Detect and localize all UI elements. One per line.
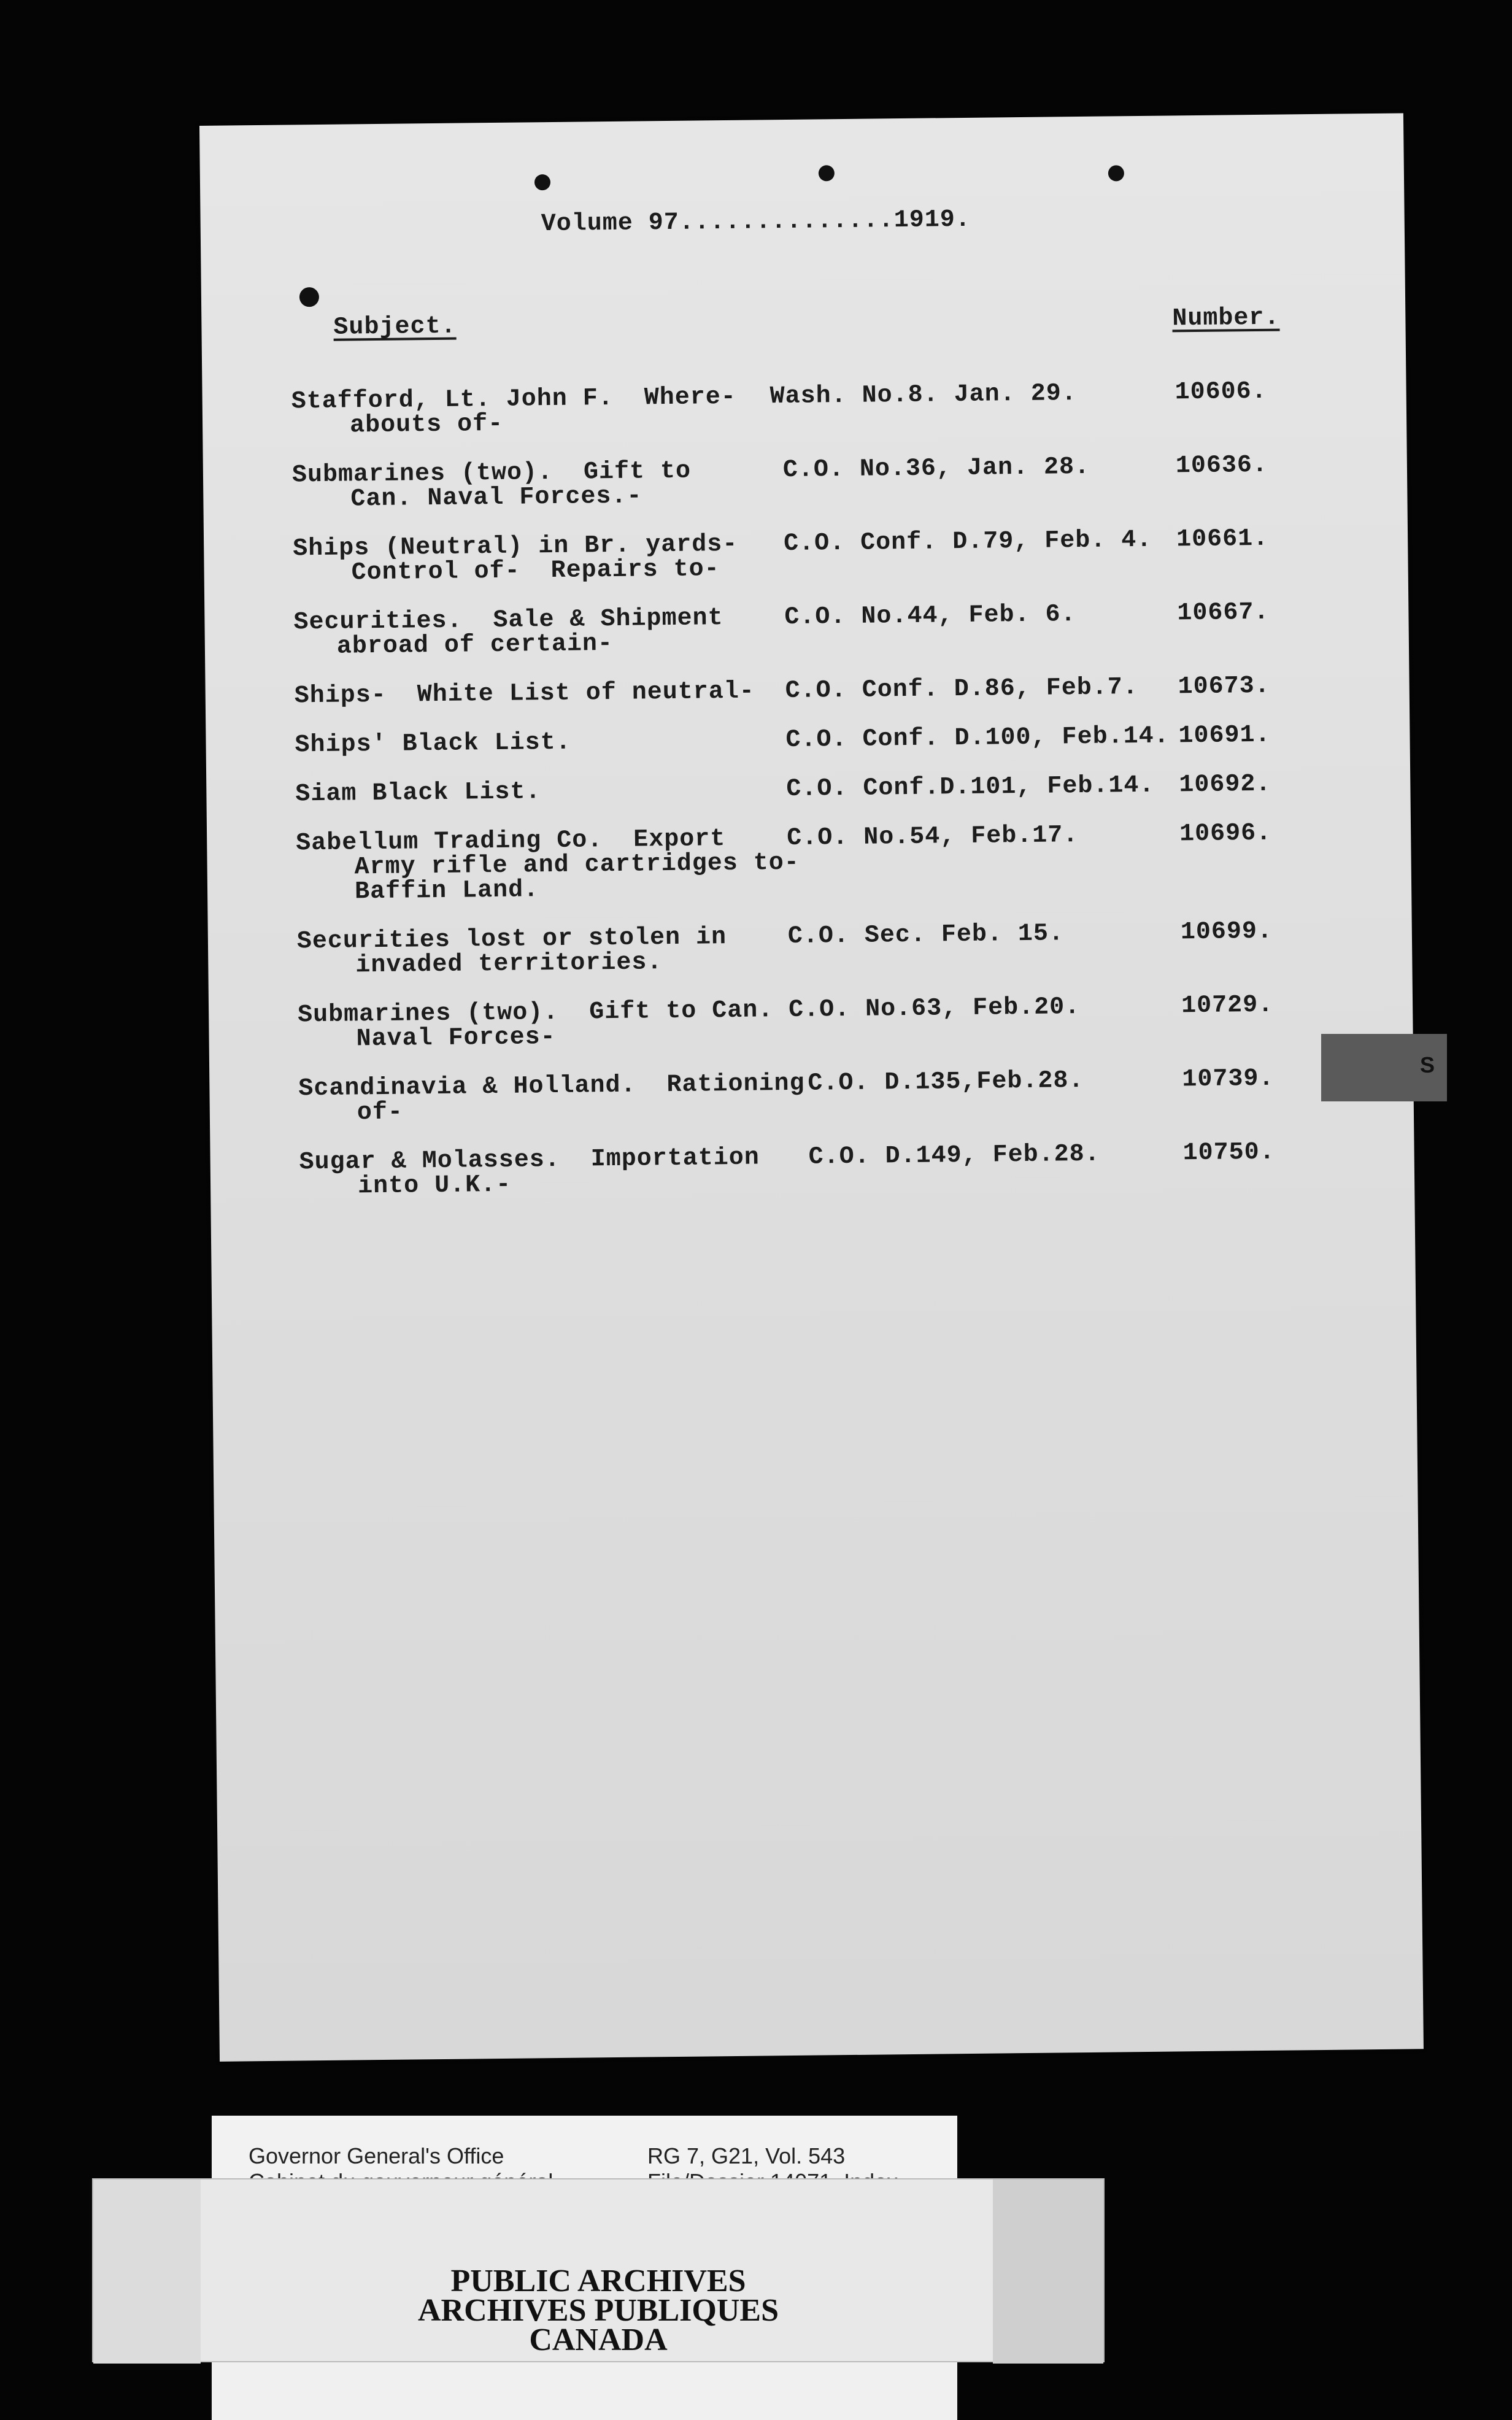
entry-reference: C.O. Conf.D.101, Feb.14. xyxy=(786,771,1155,804)
entry-number: 10661. xyxy=(1176,525,1269,554)
entry-subject: Ships (Neutral) in Br. yards- xyxy=(292,530,738,563)
card-bottom-strip xyxy=(212,2362,957,2420)
index-entry xyxy=(297,918,1304,990)
entry-subject-cont: Naval Forces- xyxy=(356,1023,556,1054)
entry-reference: C.O. No.63, Feb.20. xyxy=(788,993,1081,1025)
entry-subject-cont: invaded territories. xyxy=(355,949,663,980)
entry-number: 10636. xyxy=(1175,451,1268,480)
index-entry xyxy=(299,1139,1306,1211)
entry-reference: C.O. No.54, Feb.17. xyxy=(786,822,1079,853)
entry-subject: Stafford, Lt. John F. Where- xyxy=(291,383,737,416)
entry-number: 10750. xyxy=(1182,1138,1275,1168)
entry-number: 10739. xyxy=(1182,1065,1275,1094)
entry-subject: Sabellum Trading Co. Export xyxy=(296,825,726,858)
entry-subject: Scandinavia & Holland. Rationing xyxy=(298,1069,805,1103)
entry-number: 10699. xyxy=(1180,917,1273,947)
office-english: Governor General's Office xyxy=(249,2143,504,2168)
entry-subject: Submarines (two). Gift to Can. xyxy=(297,996,774,1030)
entry-subject-cont: Baffin Land. xyxy=(354,876,539,906)
index-entry xyxy=(296,820,1303,916)
entry-subject-cont: Can. Naval Forces.- xyxy=(350,482,642,514)
index-entry xyxy=(293,525,1300,597)
entry-subject: Siam Black List. xyxy=(295,778,541,809)
stamp-line-french: ARCHIVES PUBLIQUES xyxy=(417,2293,779,2328)
page-title: Volume 97..............1919. xyxy=(541,206,971,239)
stamp-line-english: PUBLIC ARCHIVES xyxy=(450,2264,746,2299)
ink-blot xyxy=(299,287,319,307)
record-group-reference: RG 7, G21, Vol. 543 xyxy=(647,2143,846,2168)
subject-column-header: Subject. xyxy=(333,312,457,342)
entry-reference: C.O. D.149, Feb.28. xyxy=(808,1140,1100,1171)
entry-subject: Securities. Sale & Shipment xyxy=(293,604,723,637)
index-entry xyxy=(298,992,1305,1063)
entry-reference: C.O. Conf. D.86, Feb.7. xyxy=(785,674,1139,706)
entry-subject: Ships- White List of neutral- xyxy=(294,677,755,711)
entry-number: 10696. xyxy=(1179,819,1272,849)
entry-subject-cont: Control of- Repairs to- xyxy=(351,555,720,587)
entry-reference: C.O. No.44, Feb. 6. xyxy=(784,601,1076,632)
stamp-line-country: CANADA xyxy=(529,2322,668,2357)
entry-subject-cont: of- xyxy=(357,1098,404,1127)
archives-stamp-banner xyxy=(92,2178,1105,2362)
punch-hole xyxy=(819,165,835,181)
entry-number: 10606. xyxy=(1174,377,1267,407)
entry-subject-cont: abroad of certain- xyxy=(336,630,614,661)
tab-letter: S xyxy=(1419,1052,1435,1077)
punch-hole xyxy=(1108,165,1124,181)
entry-subject: Sugar & Molasses. Importation xyxy=(299,1144,760,1177)
entry-reference: C.O. Conf. D.79, Feb. 4. xyxy=(783,526,1152,558)
entry-number: 10673. xyxy=(1178,672,1270,701)
entry-reference: C.O. Conf. D.100, Feb.14. xyxy=(785,722,1170,755)
entry-subject-cont: abouts of- xyxy=(349,410,504,440)
entry-reference: Wash. No.8. Jan. 29. xyxy=(770,380,1077,411)
entry-number: 10691. xyxy=(1178,721,1271,750)
punch-hole xyxy=(534,174,550,190)
document-page xyxy=(199,113,1424,2061)
entry-subject: Securities lost or stolen in xyxy=(296,923,727,956)
index-entry xyxy=(291,378,1298,450)
entry-subject-cont: into U.K.- xyxy=(357,1171,512,1201)
entry-reference: C.O. No.36, Jan. 28. xyxy=(782,453,1090,485)
entry-subject: Ships' Black List. xyxy=(295,728,571,760)
index-entry xyxy=(298,1065,1305,1137)
entry-number: 10667. xyxy=(1177,598,1270,628)
entry-subject: Submarines (two). Gift to xyxy=(291,457,692,490)
entry-subject-cont: Army rifle and cartridges to- xyxy=(354,849,800,882)
entry-number: 10692. xyxy=(1179,770,1271,800)
index-tab-marker xyxy=(1321,1034,1447,1101)
index-entry xyxy=(292,452,1299,523)
number-column-header: Number. xyxy=(1172,304,1280,333)
entry-reference: C.O. D.135,Feb.28. xyxy=(808,1066,1084,1098)
entry-reference: C.O. Sec. Feb. 15. xyxy=(787,920,1065,951)
index-entry xyxy=(293,599,1300,671)
entry-number: 10729. xyxy=(1181,991,1274,1020)
